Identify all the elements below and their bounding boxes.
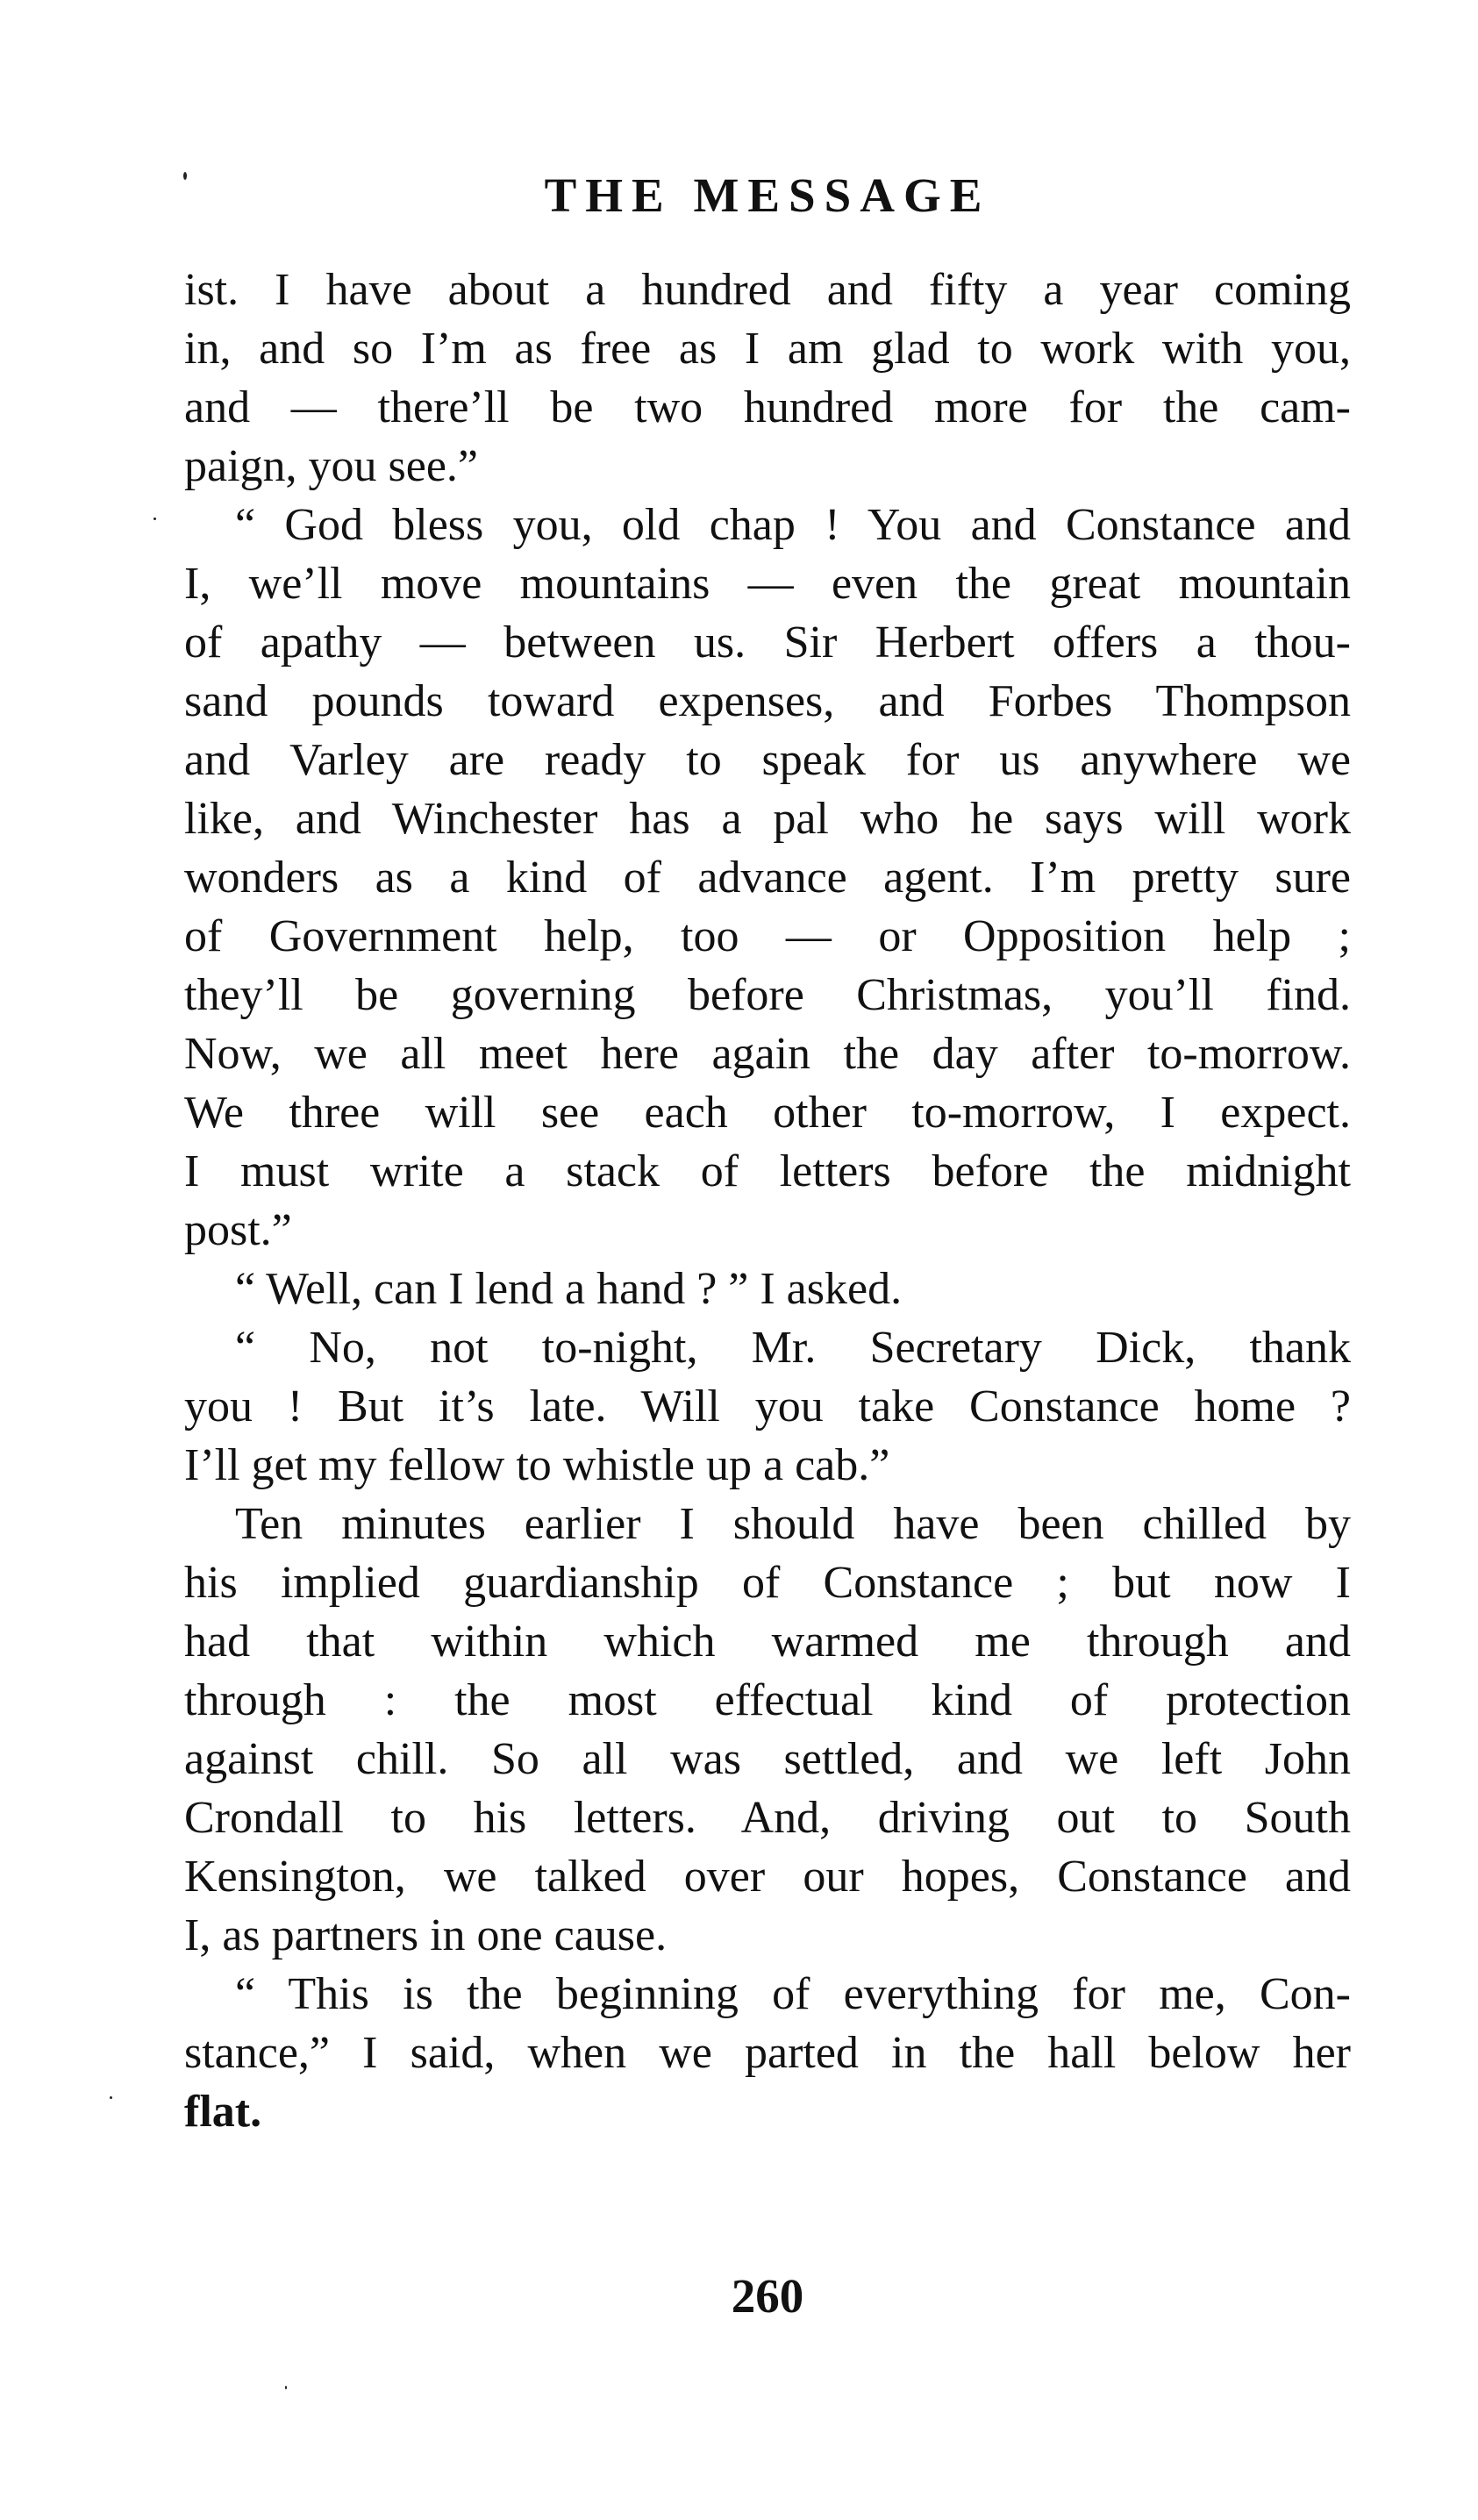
ink-speck [110, 2096, 112, 2099]
text-line: had that within which warmed me through and [184, 1617, 1351, 1667]
text-line: in, and so I’m as free as I am glad to work with you, [184, 324, 1351, 374]
text-line: “ This is the beginning of everything for me, Con- [235, 1969, 1351, 2019]
text-line: I’ll get my fellow to whistle up a cab.” [184, 1440, 890, 1490]
text-line: of apathy — between us. Sir Herbert offers a thou- [184, 618, 1351, 667]
text-line: like, and Winchester has a pal who he says will work [184, 794, 1351, 844]
text-line: paign, you see.” [184, 441, 479, 491]
text-line: through : the most effectual kind of protection [184, 1675, 1351, 1725]
text-line: Now, we all meet here again the day after to-morrow. [184, 1029, 1351, 1079]
text-line: and — there’ll be two hundred more for the cam- [184, 382, 1351, 432]
text-line: I must write a stack of letters before the midnight [184, 1146, 1351, 1196]
running-head: THE MESSAGE [544, 168, 991, 222]
text-line: We three will see each other to-morrow, I expect. [184, 1088, 1351, 1138]
text-line: you ! But it’s late. Will you take Constance home ? [184, 1381, 1351, 1431]
text-line: stance,” I said, when we parted in the hall below her [184, 2028, 1351, 2078]
text-line: “ Well, can I lend a hand ? ” I asked. [235, 1264, 903, 1314]
text-line: his implied guardianship of Constance ; but now I [184, 1558, 1351, 1608]
text-line: Crondall to his letters. And, driving out to South [184, 1793, 1351, 1843]
text-line: wonders as a kind of advance agent. I’m pretty sure [184, 853, 1351, 903]
body-text [184, 261, 1351, 2141]
text-line: of Government help, too — or Opposition help ; [184, 911, 1351, 961]
text-line: and Varley are ready to speak for us anywhere we [184, 735, 1351, 785]
text-line: Kensington, we talked over our hopes, Constance and [184, 1852, 1351, 1902]
text-line: flat. [184, 2087, 262, 2137]
text-line: I, as partners in one cause. [184, 1910, 668, 1960]
text-line: Ten minutes earlier I should have been chilled by [235, 1499, 1351, 1549]
ink-speck [154, 518, 156, 520]
page-number: 260 [731, 2269, 804, 2323]
text-line: ist. I have about a hundred and fifty a year coming [184, 265, 1351, 315]
text-line: they’ll be governing before Christmas, you’ll find. [184, 970, 1351, 1020]
text-line: “ God bless you, old chap ! You and Constance and [235, 500, 1351, 550]
text-line: against chill. So all was settled, and we left John [184, 1734, 1351, 1784]
text-line: I, we’ll move mountains — even the great mountain [184, 559, 1351, 609]
text-line: sand pounds toward expenses, and Forbes Thompson [184, 676, 1351, 726]
ink-speck [285, 2386, 287, 2389]
text-line: post.” [184, 1205, 292, 1255]
text-line: “ No, not to-night, Mr. Secretary Dick, thank [235, 1323, 1351, 1373]
